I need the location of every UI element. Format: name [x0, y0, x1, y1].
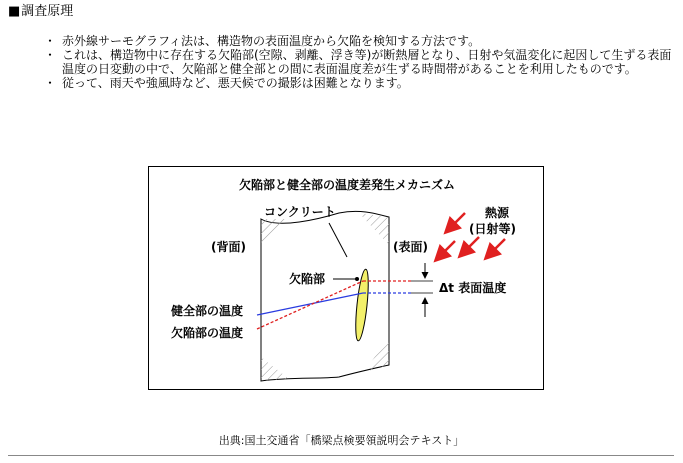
heat-source-label: 熱源	[485, 206, 510, 220]
bullet-text: これは、構造物中に存在する欠陥部(空隙、剥離、浮き等)が断熱層となり、日射や気温変化に起因して生ずる表面温度の日変動の中で、欠陥部と健全部との間に表面温度差が生ずる時間帯があることを利用したものです。	[62, 48, 672, 76]
defect-label: 欠陥部	[289, 272, 326, 286]
bullet-list	[44, 34, 674, 90]
section-marker: ■	[8, 4, 21, 19]
divider	[8, 455, 674, 456]
bullet-dot: ・	[44, 76, 57, 90]
delta-label: Δt 表面温度	[439, 281, 507, 295]
heat-arrow	[437, 241, 455, 259]
mechanism-diagram	[149, 167, 545, 391]
heat-arrow	[461, 237, 479, 255]
defect-temp-label: 欠陥部の温度	[171, 326, 244, 340]
bullet-item	[44, 76, 674, 90]
back-label: (背面)	[211, 240, 246, 254]
concrete-slab	[261, 211, 389, 381]
section-title-text: 調査原理	[21, 4, 74, 19]
defect-leader-dot	[355, 277, 359, 281]
source-citation: 出典:国土交通省「橋梁点検要領説明会テキスト」	[218, 434, 465, 447]
section-title	[8, 3, 73, 21]
heat-source-sublabel: (日射等)	[469, 222, 516, 236]
mechanism-figure	[148, 166, 544, 390]
bullet-text: 従って、雨天や強風時など、悪天候での撮影は困難となります。	[62, 76, 409, 90]
front-label: (表面)	[393, 240, 428, 254]
bullet-dot: ・	[44, 34, 57, 48]
bullet-item	[44, 48, 674, 76]
heat-arrow	[447, 213, 465, 231]
figure-title: 欠陥部と健全部の温度差発生メカニズム	[238, 178, 456, 192]
bullet-dot: ・	[44, 48, 57, 62]
bullet-text: 赤外線サーモグラフィ法は、構造物の表面温度から欠陥を検知する方法です。	[62, 34, 481, 48]
concrete-label: コンクリート	[264, 205, 336, 219]
sound-temp-label: 健全部の温度	[171, 304, 244, 318]
heat-arrow	[487, 239, 505, 257]
bullet-item	[44, 34, 674, 48]
